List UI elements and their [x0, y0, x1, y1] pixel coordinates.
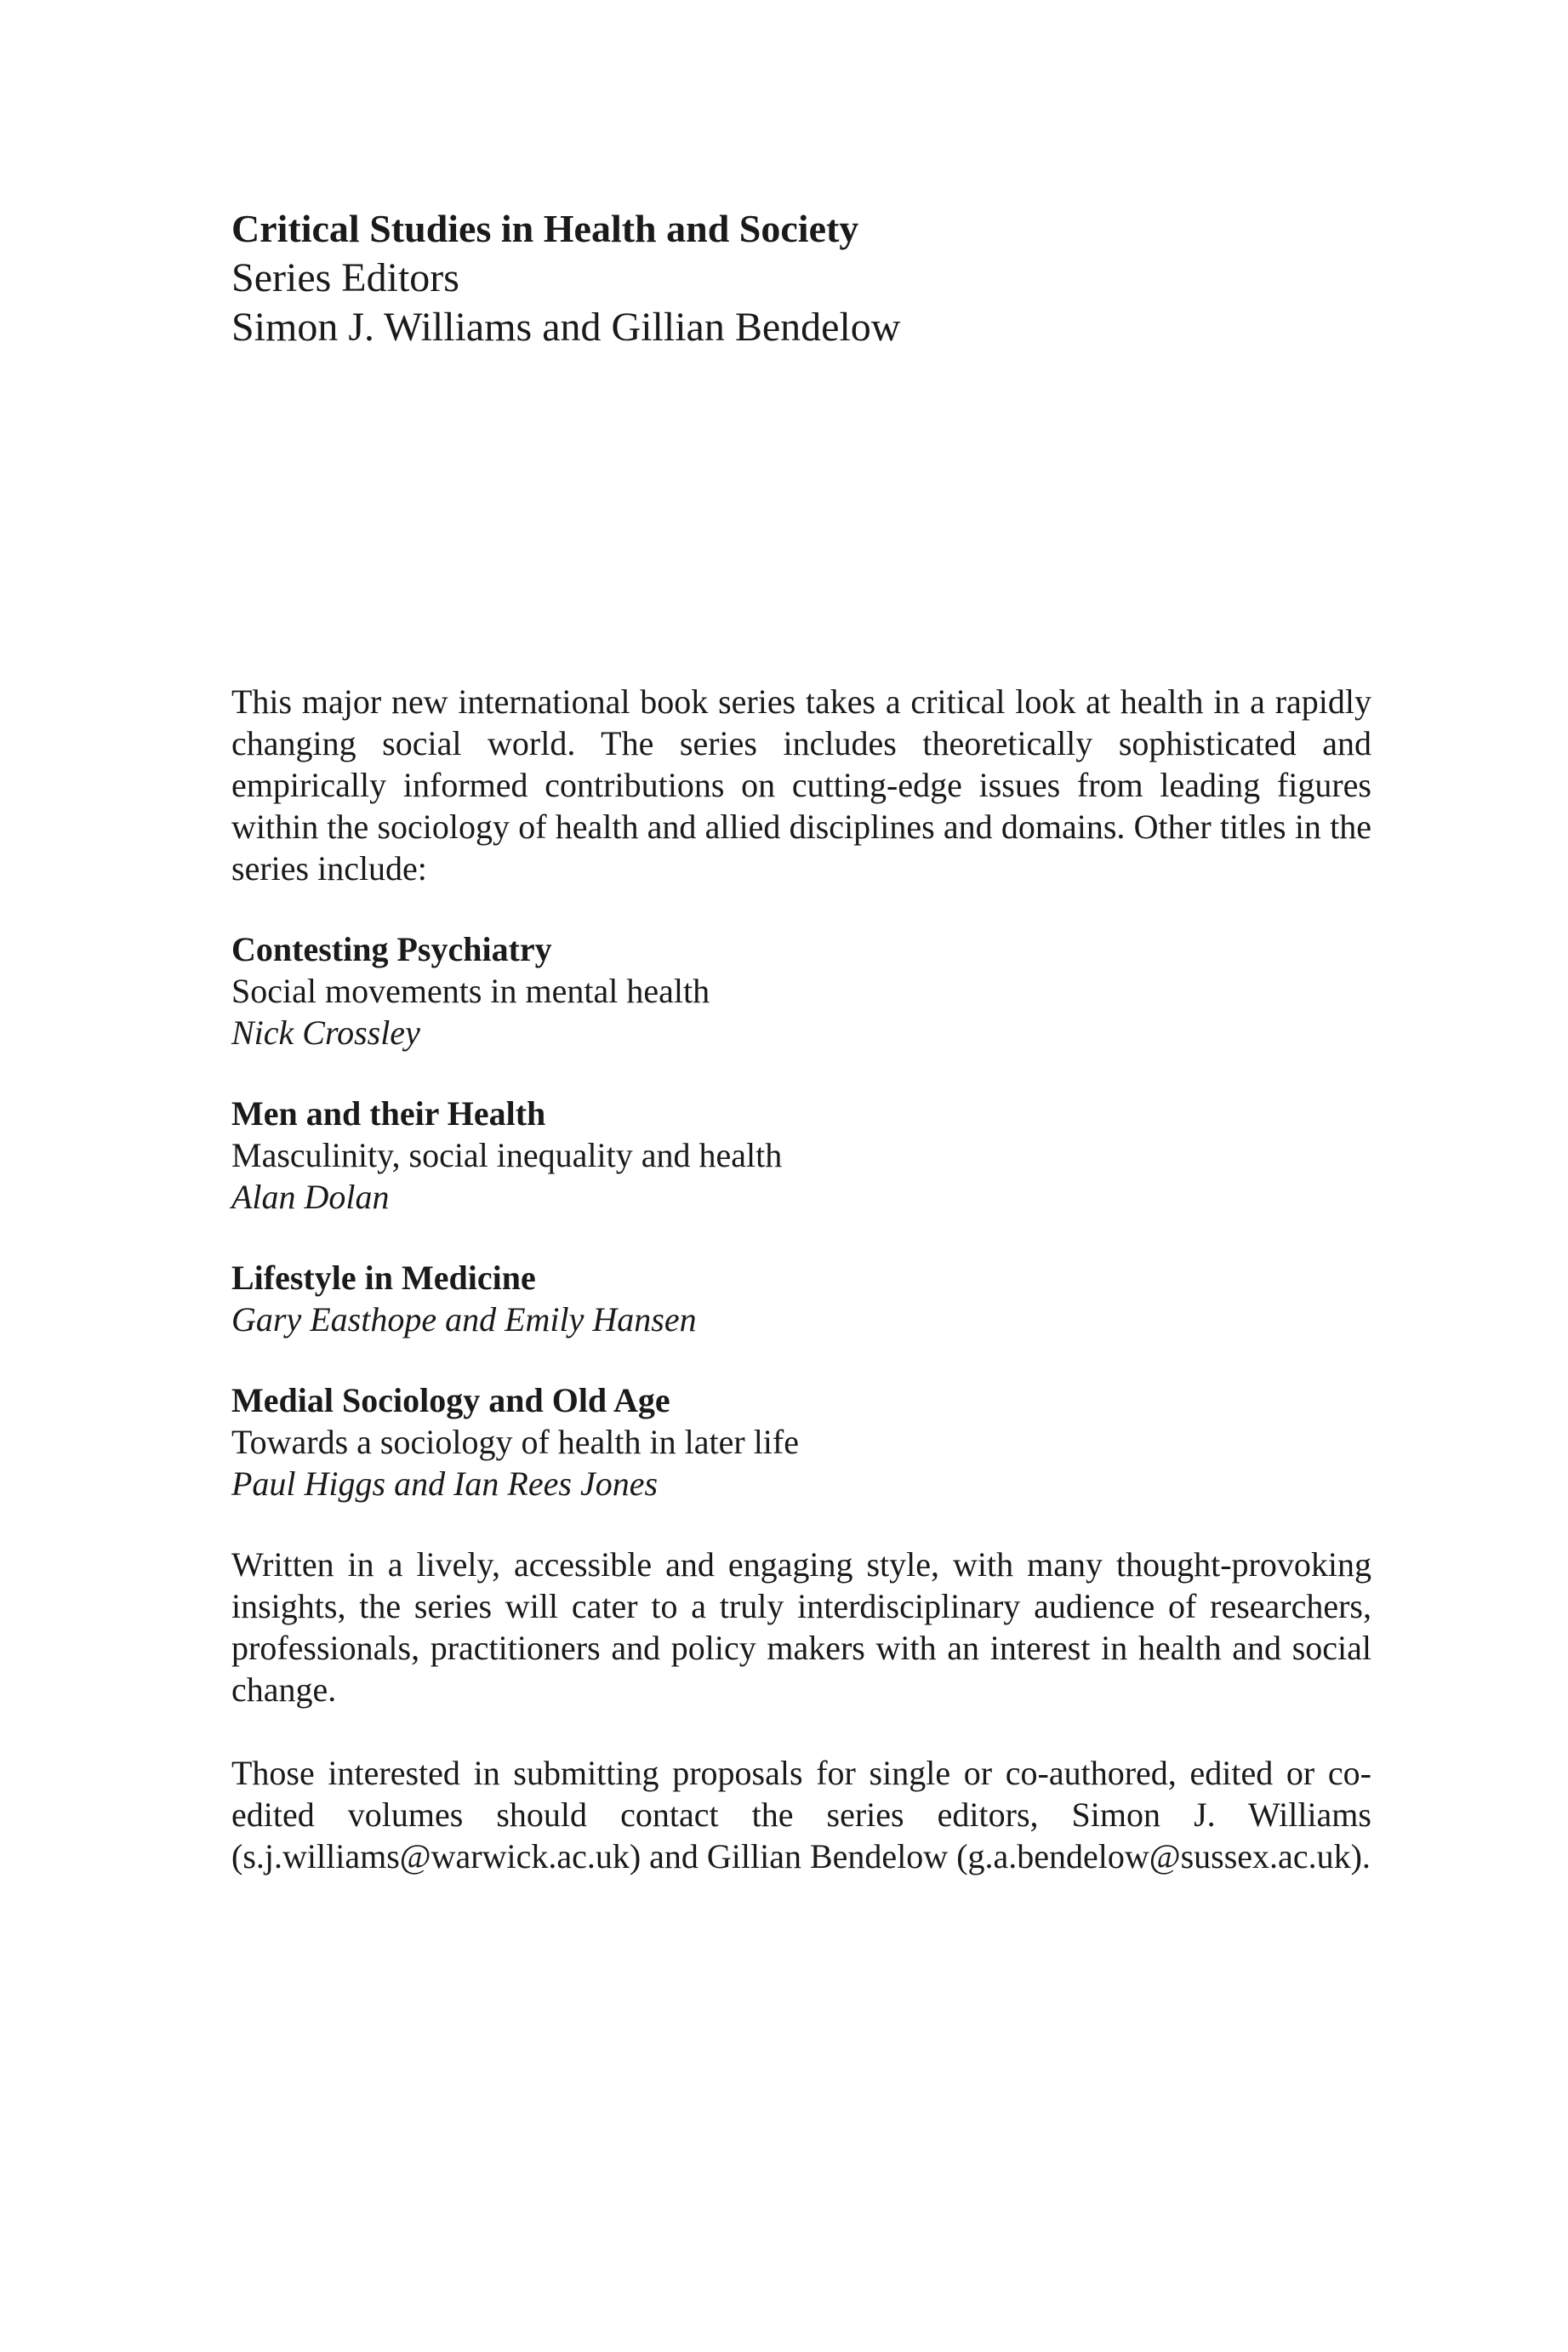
book-entry	[231, 1379, 1371, 1504]
series-title: Critical Studies in Health and Society	[231, 207, 859, 250]
intro-paragraph: This major new international book series takes a critical look at health in a rapidly changing social world. The series includes theoretically sophisticated and empirically informed contributions on cutting-edge issues from leading figures within the sociology of health and allied disciplines and domains. Other titles in the series include:	[231, 682, 1371, 888]
series-description	[231, 681, 1371, 1877]
book-author: Paul Higgs and Ian Rees Jones	[231, 1464, 659, 1503]
series-editors-names: Simon J. Williams and Gillian Bendelow	[231, 305, 901, 350]
book-title: Medial Sociology and Old Age	[231, 1381, 670, 1419]
series-editors-label: Series Editors	[231, 255, 459, 300]
book-author: Alan Dolan	[231, 1178, 390, 1216]
book-subtitle: Towards a sociology of health in later life	[231, 1423, 799, 1461]
book-entry	[231, 1257, 1371, 1340]
book-title: Lifestyle in Medicine	[231, 1259, 536, 1297]
series-header	[231, 204, 1371, 352]
book-list	[231, 928, 1371, 1504]
book-author: Gary Easthope and Emily Hansen	[231, 1300, 697, 1339]
book-title: Contesting Psychiatry	[231, 930, 552, 968]
book-author: Nick Crossley	[231, 1013, 420, 1052]
book-subtitle: Masculinity, social inequality and health	[231, 1136, 783, 1174]
book-entry	[231, 1093, 1371, 1218]
book-title: Men and their Health	[231, 1094, 546, 1133]
style-paragraph: Written in a lively, accessible and engaging style, with many thought-provoking insights, the series will cater to a truly interdisciplinary audience of researchers, professionals, practitioners and policy makers with an interest in health and social change.	[231, 1545, 1371, 1709]
contact-paragraph: Those interested in submitting proposals for single or co-authored, edited or co-edited volumes should contact the series editors, Simon J. Williams (s.j.williams@warwick.ac.uk) and Gillian Bendelow (g.a.bendelow@sussex.ac.uk).	[231, 1754, 1371, 1875]
book-entry	[231, 928, 1371, 1053]
book-subtitle: Social movements in mental health	[231, 972, 710, 1010]
